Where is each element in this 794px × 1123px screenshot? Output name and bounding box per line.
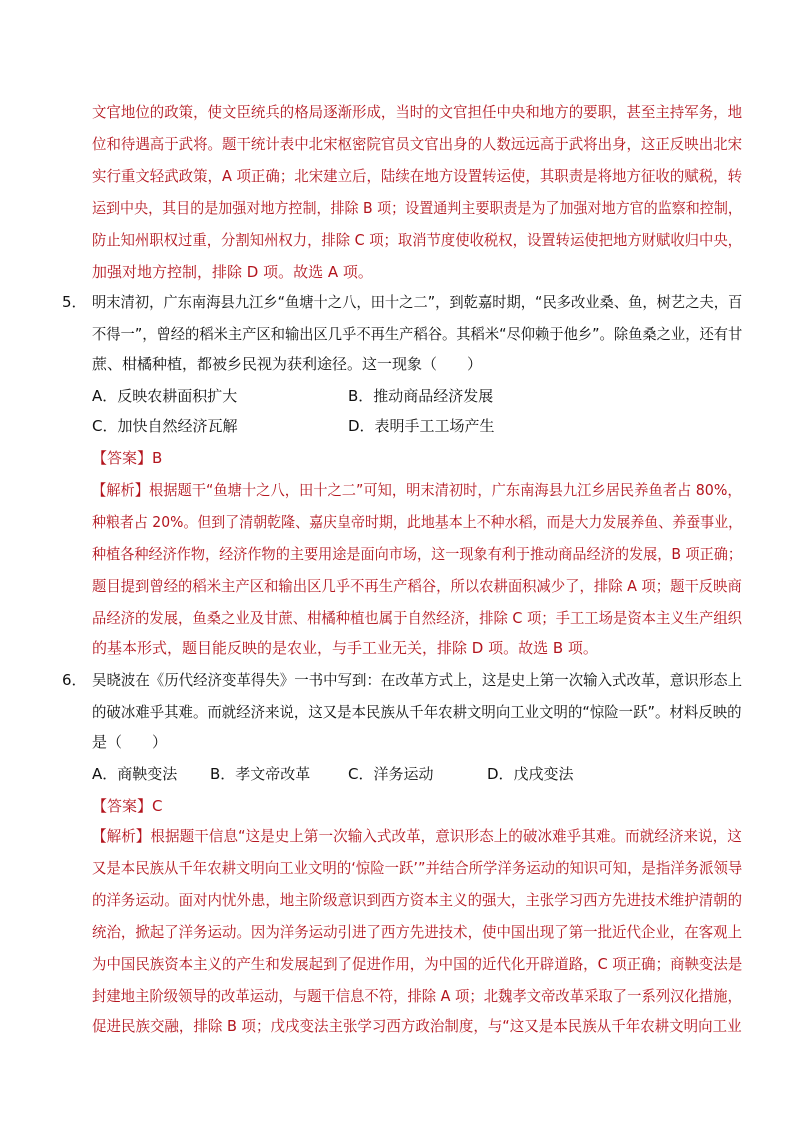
explanation-line: 题目提到曾经的稻米主产区和输出区几乎不再生产稻谷，所以农耕面积减少了，排除 A 项；题干反映商 — [92, 577, 742, 595]
explanation-line: 为中国民族资本主义的产生和发展起到了促进作用，为中国的近代化开辟道路，C 项正确；商鞅变法是 — [92, 955, 743, 973]
option-b: B．推动商品经济发展 — [348, 387, 494, 405]
explanation-line: 实行重文轻武政策，A 项正确；北宋建立后，陆续在地方设置转运使，其职责是将地方征收的赋税，转 — [92, 167, 743, 185]
option-d: D．表明手工工场产生 — [348, 417, 495, 435]
explanation-line: 促进民族交融，排除 B 项；戊戌变法主张学习西方政治制度，与“这又是本民族从千年农耕文明向工业 — [92, 1017, 742, 1035]
explanation-line: 运到中央，其目的是加强对地方控制，排除 B 项；设置通判主要职责是为了加强对地方官的监察和控制， — [92, 199, 742, 217]
question-stem-line: 是（ ） — [92, 733, 168, 751]
option-c: C．加快自然经济瓦解 — [92, 417, 238, 435]
question-number: 6． — [62, 671, 87, 689]
option-c: C．洋务运动 — [348, 765, 434, 783]
option-d: D．戊戌变法 — [487, 765, 574, 783]
explanation-line: 品经济的发展，鱼桑之业及甘蔗、柑橘种植也属于自然经济，排除 C 项；手工工场是资本主义生产组织 — [92, 609, 743, 627]
question-stem-line: 的破冰难乎其难。而就经济来说，这又是本民族从千年农耕文明向工业文明的“惊险一跃”。材料反映的 — [92, 703, 742, 721]
explanation-line: 文官地位的政策，使文臣统兵的格局逐渐形成，当时的文官担任中央和地方的要职，甚至主持军务，地 — [92, 103, 743, 121]
option-a: A．反映农耕面积扩大 — [92, 387, 238, 405]
explanation-line: 的洋务运动。面对内忧外患，地主阶级意识到西方资本主义的强大，主张学习西方先进技术维护清朝的 — [92, 891, 743, 909]
explanation-line: 加强对地方控制，排除 D 项。故选 A 项。 — [92, 263, 373, 281]
answer-line: 【答案】B — [92, 449, 163, 467]
explanation-line: 【解析】根据题干信息“这是史上第一次输入式改革，意识形态上的破冰难乎其难。而就经济来说，这 — [92, 827, 742, 845]
option-a: A．商鞅变法 — [92, 765, 178, 783]
explanation-line: 位和待遇高于武将。题干统计表中北宋枢密院官员文官出身的人数远远高于武将出身，这正反映出北宋 — [92, 135, 743, 153]
explanation-line: 又是本民族从千年农耕文明向工业文明的‘惊险一跃’”并结合所学洋务运动的知识可知，是指洋务派领导 — [92, 859, 743, 877]
question-stem-line: 明末清初，广东南海县九江乡“鱼塘十之八，田十之二”，到乾嘉时期，“民多改业桑、鱼，树艺之夫，百 — [92, 293, 743, 311]
explanation-line: 种植各种经济作物，经济作物的主要用途是面向市场，这一现象有利于推动商品经济的发展，B 项正确； — [92, 545, 743, 563]
question-number: 5． — [62, 293, 87, 311]
question-stem-line: 吴晓波在《历代经济变革得失》一书中写到：在改革方式上，这是史上第一次输入式改革，意识形态上 — [92, 671, 743, 689]
explanation-line: 防止知州职权过重，分割知州权力，排除 C 项；取消节度使收税权，设置转运使把地方财赋收归中央， — [92, 231, 743, 249]
question-stem-line: 蔗、柑橘种植，都被乡民视为获利途径。这一现象（ ） — [92, 355, 483, 373]
question-stem-line: 不得一”，曾经的稻米主产区和输出区几乎不再生产稻谷。其稻米“尽仰赖于他乡”。除鱼桑之业，还有甘 — [92, 325, 743, 343]
explanation-line: 种粮者占 20%。但到了清朝乾隆、嘉庆皇帝时期，此地基本上不种水稻，而是大力发展养鱼、养蚕事业， — [92, 513, 743, 531]
explanation-line: 【解析】根据题干“鱼塘十之八，田十之二”可知，明末清初时，广东南海县九江乡居民养鱼者占 80%， — [92, 481, 742, 499]
option-b: B．孝文帝改革 — [210, 765, 311, 783]
explanation-line: 的基本形式，题目能反映的是农业，与手工业无关，排除 D 项。故选 B 项。 — [92, 639, 598, 657]
answer-line: 【答案】C — [92, 797, 163, 815]
explanation-line: 统治，掀起了洋务运动。因为洋务运动引进了西方先进技术，使中国出现了第一批近代企业，在客观上 — [92, 923, 743, 941]
explanation-line: 封建地主阶级领导的改革运动，与题干信息不符，排除 A 项；北魏孝文帝改革采取了一系列汉化措施， — [92, 987, 742, 1005]
